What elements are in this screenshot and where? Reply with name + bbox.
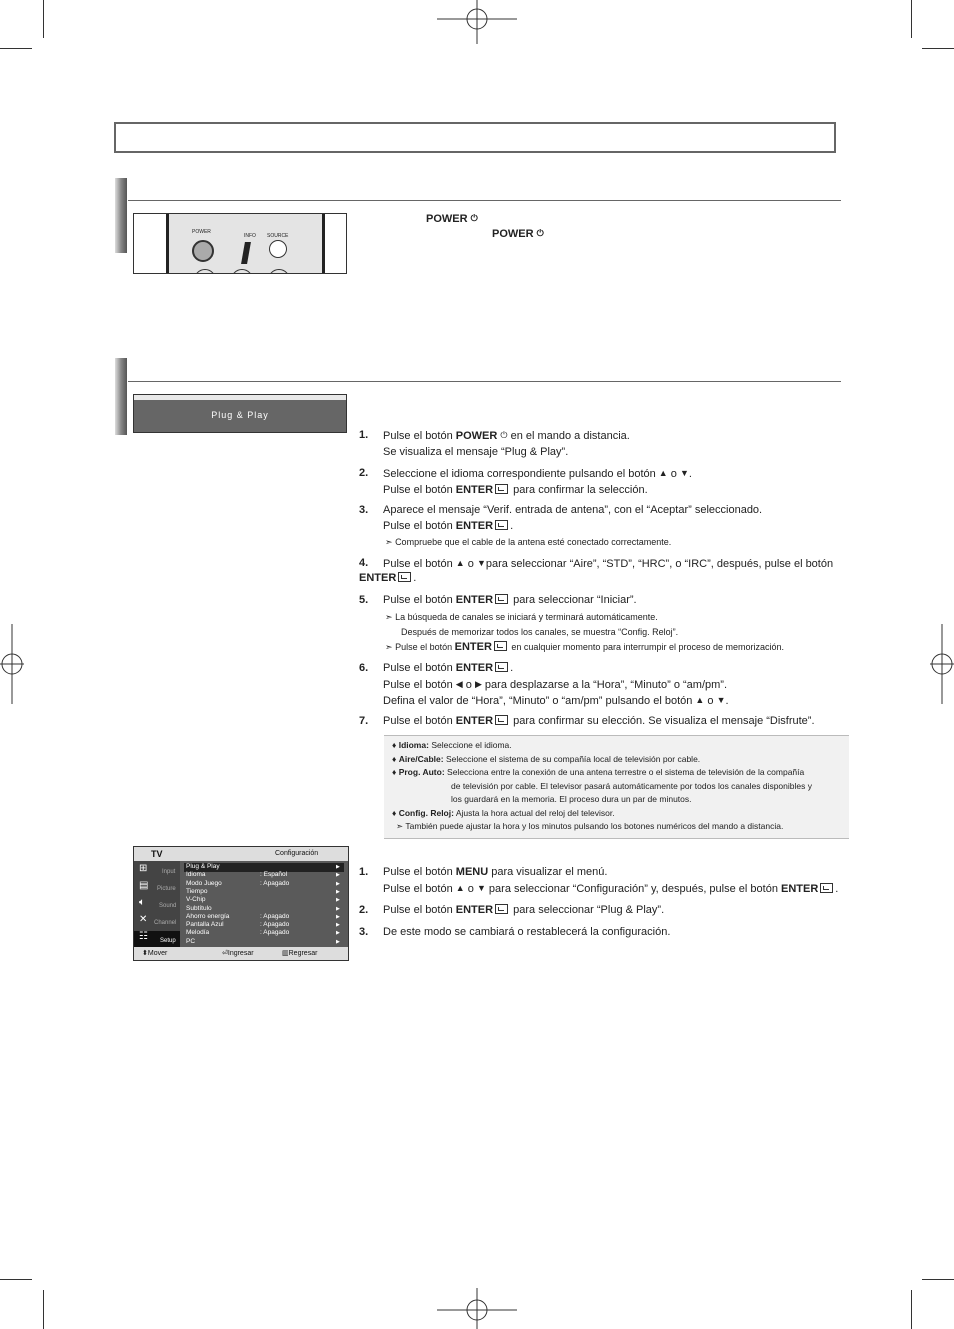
step-1: Pulse el botón POWER ⏻ en el mando a distancia. Se visualiza el mensaje “Plug & Play”. (383, 430, 630, 458)
enter-icon (495, 594, 508, 604)
menu-item-label: Subtítulo (186, 904, 212, 912)
step-number: 3. (359, 504, 369, 516)
note: ➣ La búsqueda de canales se iniciará y terminará automáticamente. (385, 612, 658, 622)
menu-item-label: Plug & Play (186, 863, 220, 870)
crop-mark (911, 0, 912, 38)
menu-item-value: : Apagado (260, 912, 290, 920)
remote-image (133, 213, 347, 274)
note: ➣ Compruebe que el cable de la antena esté conectado correctamente. (385, 537, 672, 547)
menu-item-label: Ahorro energía (186, 912, 230, 920)
remote-power-button (192, 240, 214, 262)
note: Después de memorizar todos los canales, se muestra “Config. Reloj”. (401, 627, 679, 637)
menu-item[interactable] (186, 871, 344, 879)
crop-mark (43, 0, 44, 38)
chevron-right-icon: ▶ (336, 872, 340, 879)
plug-play-label: Plug & Play (211, 410, 269, 420)
menu-item-label: V-Chip (186, 896, 206, 904)
power-label-1: POWER ⏻ (426, 213, 478, 225)
menu-item-label: Modo Juego (186, 879, 222, 887)
sound-icon: 🔈︎ (139, 897, 145, 908)
chevron-right-icon: ▶ (336, 913, 340, 920)
chevron-right-icon: ▶ (336, 897, 340, 904)
menu-title: Configuración (275, 850, 319, 857)
remote-source-label: SOURCE (267, 233, 289, 239)
power-icon: ⏻ (536, 228, 544, 238)
setup-menu-screen (133, 846, 349, 961)
menu-list (184, 863, 346, 947)
registration-mark-bottom (437, 1288, 517, 1329)
menu-item-value: : Apagado (260, 921, 290, 929)
menu-footer (134, 947, 348, 960)
input-icon: ⊞ (139, 863, 148, 874)
sidebar-item-channel[interactable]: ✕ Channel (139, 914, 177, 926)
menu-item-value: : Español (260, 871, 288, 879)
power-icon: ⏻ (470, 213, 478, 223)
step-number: 6. (359, 662, 369, 674)
crop-mark (922, 48, 954, 49)
step-number: 2. (359, 467, 369, 479)
enter-icon (495, 662, 508, 672)
enter-icon (495, 715, 508, 725)
remote-source-button (269, 240, 287, 258)
menu-item-label: PC (186, 937, 196, 945)
menu-item-value: : Apagado (260, 879, 290, 887)
step-number: 1. (359, 866, 369, 878)
chevron-right-icon: ▶ (336, 864, 340, 870)
menu-item[interactable] (186, 905, 344, 913)
note-arrow-icon: ➣ (385, 612, 393, 622)
sidebar-item-picture[interactable]: ▤ Picture (139, 880, 176, 892)
sidebar-item-sound[interactable]: 🔈︎ Sound (139, 897, 177, 909)
step-5: Pulse el botón ENTER para seleccionar “Iniciar”. (383, 594, 637, 606)
up-arrow-icon: ▲ (455, 558, 465, 568)
menu-item[interactable] (186, 863, 344, 871)
chevron-right-icon: ▶ (336, 888, 340, 895)
menu-item[interactable] (186, 929, 344, 937)
right-arrow-icon: ▶ (474, 678, 482, 689)
step-7: Pulse el botón ENTER para confirmar su elección. Se visualiza el mensaje “Disfrute”. (383, 715, 815, 727)
page-title-box (114, 122, 836, 153)
menu-step-3: De este modo se cambiará o restablecerá la configuración. (383, 926, 671, 938)
step-number: 5. (359, 594, 369, 606)
enter-icon (820, 883, 833, 893)
menu-step-2: Pulse el botón ENTER para seleccionar “Plug & Play”. (383, 904, 665, 916)
chevron-right-icon: ▶ (336, 880, 340, 887)
menu-item-label: Tiempo (186, 887, 208, 895)
section-marker (115, 358, 127, 435)
step-3: Aparece el mensaje “Verif. entrada de antena”, con el “Aceptar” seleccionado. Pulse el botón ENTER . (383, 504, 763, 532)
note: ➣ Pulse el botón ENTER en cualquier momento para interrumpir el proceso de memorización. (385, 641, 785, 653)
step-2: Seleccione el idioma correspondiente pulsando el botón ▲ o ▼. Pulse el botón ENTER para confirmar la selección. (383, 468, 692, 496)
up-arrow-icon: ▲ (695, 695, 705, 705)
menu-item-label: Idioma (186, 871, 206, 879)
note-arrow-icon: ➣ (385, 642, 393, 652)
channel-icon: ✕ (139, 914, 148, 925)
info-item: ♦ Aire/Cable: Seleccione el sistema de su compañía local de televisión por cable. (392, 754, 701, 764)
sidebar-item-setup[interactable]: ☷ Setup (134, 931, 180, 947)
enter-hint: ⏎Ingresar (222, 950, 254, 957)
info-item: ♦ Prog. Auto: Selecciona entre la conexión de una antena terrestre o el sistema de televisión de la compañía (392, 767, 805, 777)
info-box (384, 735, 849, 839)
section-marker (115, 178, 127, 253)
crop-mark (0, 1279, 32, 1280)
menu-step-1: Pulse el botón MENU para visualizar el menú. Pulse el botón ▲ o ▼ para seleccionar “Configuración” y, después, pulse el botón ENTER . (383, 866, 839, 895)
enter-icon (495, 484, 508, 494)
remote-info-label: INFO (244, 233, 256, 239)
info-note: ➣ También puede ajustar la hora y los minutos pulsando los botones numéricos del mando a distancia. (396, 821, 784, 831)
crop-mark (922, 1279, 954, 1280)
enter-icon (494, 641, 507, 651)
enter-icon (495, 520, 508, 530)
enter-icon (398, 572, 411, 582)
menu-item[interactable] (186, 880, 344, 888)
chevron-right-icon: ▶ (336, 938, 340, 945)
menu-item[interactable] (186, 938, 344, 946)
menu-item[interactable] (186, 896, 344, 904)
section-rule (128, 381, 841, 382)
menu-item[interactable] (186, 921, 344, 929)
note-arrow-icon: ➣ (396, 821, 404, 831)
down-arrow-icon: ▼ (476, 882, 486, 893)
crop-mark (911, 1290, 912, 1329)
step-number: 2. (359, 904, 369, 916)
picture-icon: ▤ (139, 880, 149, 891)
menu-header (134, 847, 348, 861)
chevron-right-icon: ▶ (336, 922, 340, 929)
step-number: 7. (359, 715, 369, 727)
power-label-2: POWER ⏻ (492, 228, 544, 240)
info-item-cont: de televisión por cable. El televisor pasará automáticamente por todos los canales disponibles y (451, 781, 812, 791)
section-rule (128, 200, 841, 201)
remote-power-label: POWER (192, 229, 211, 235)
info-item-cont: los guardará en la memoria. El proceso dura un par de minutos. (451, 794, 692, 804)
move-hint: ⬍Mover (142, 950, 168, 957)
chevron-right-icon: ▶ (336, 930, 340, 937)
sidebar-item-input[interactable]: ⊞ Input (139, 863, 176, 875)
registration-mark-right (930, 624, 954, 704)
down-arrow-icon: ▼ (679, 468, 689, 478)
setup-icon: ☷ (139, 931, 148, 942)
menu-item-label: Pantalla Azul (186, 921, 224, 929)
up-arrow-icon: ▲ (455, 882, 465, 893)
menu-tv-label: TV (151, 849, 163, 859)
step-number: 1. (359, 429, 369, 441)
step-4-cont: ENTER . (359, 572, 417, 584)
up-arrow-icon: ▲ (658, 468, 668, 478)
enter-icon (495, 904, 508, 914)
down-arrow-icon: ▼ (716, 695, 726, 705)
step-number: 4. (359, 557, 369, 569)
menu-item-value: : Apagado (260, 929, 290, 937)
note-arrow-icon: ➣ (385, 537, 393, 547)
step-4: Pulse el botón ▲ o ▼para seleccionar “Aire”, “STD”, “HRC”, o “IRC”, después, pulse el botón (383, 558, 834, 570)
info-item: ♦ Idioma: Seleccione el idioma. (392, 740, 512, 750)
menu-sidebar (134, 861, 180, 947)
plug-play-screen (133, 394, 347, 433)
registration-mark-left (0, 624, 24, 704)
menu-item-label: Melodía (186, 929, 210, 937)
chevron-right-icon: ▶ (336, 905, 340, 912)
return-hint: ▥Regresar (282, 950, 318, 957)
crop-mark (0, 48, 32, 49)
left-arrow-icon: ◀ (455, 678, 463, 689)
power-icon: ⏻ (500, 430, 508, 440)
crop-mark (43, 1290, 44, 1329)
info-item: ♦ Config. Reloj: Ajusta la hora actual del reloj del televisor. (392, 808, 615, 818)
step-6: Pulse el botón ENTER . Pulse el botón ◀ o ▶ para desplazarse a la “Hora”, “Minuto” o “am/pm”. Defina el valor de “Hora”, “Minuto” o “am/pm” pulsando el botón ▲ o ▼. (383, 662, 729, 707)
registration-mark-top (437, 0, 517, 44)
menu-item[interactable] (186, 888, 344, 896)
menu-item[interactable] (186, 913, 344, 921)
down-arrow-icon: ▼ (476, 558, 486, 568)
step-number: 3. (359, 926, 369, 938)
